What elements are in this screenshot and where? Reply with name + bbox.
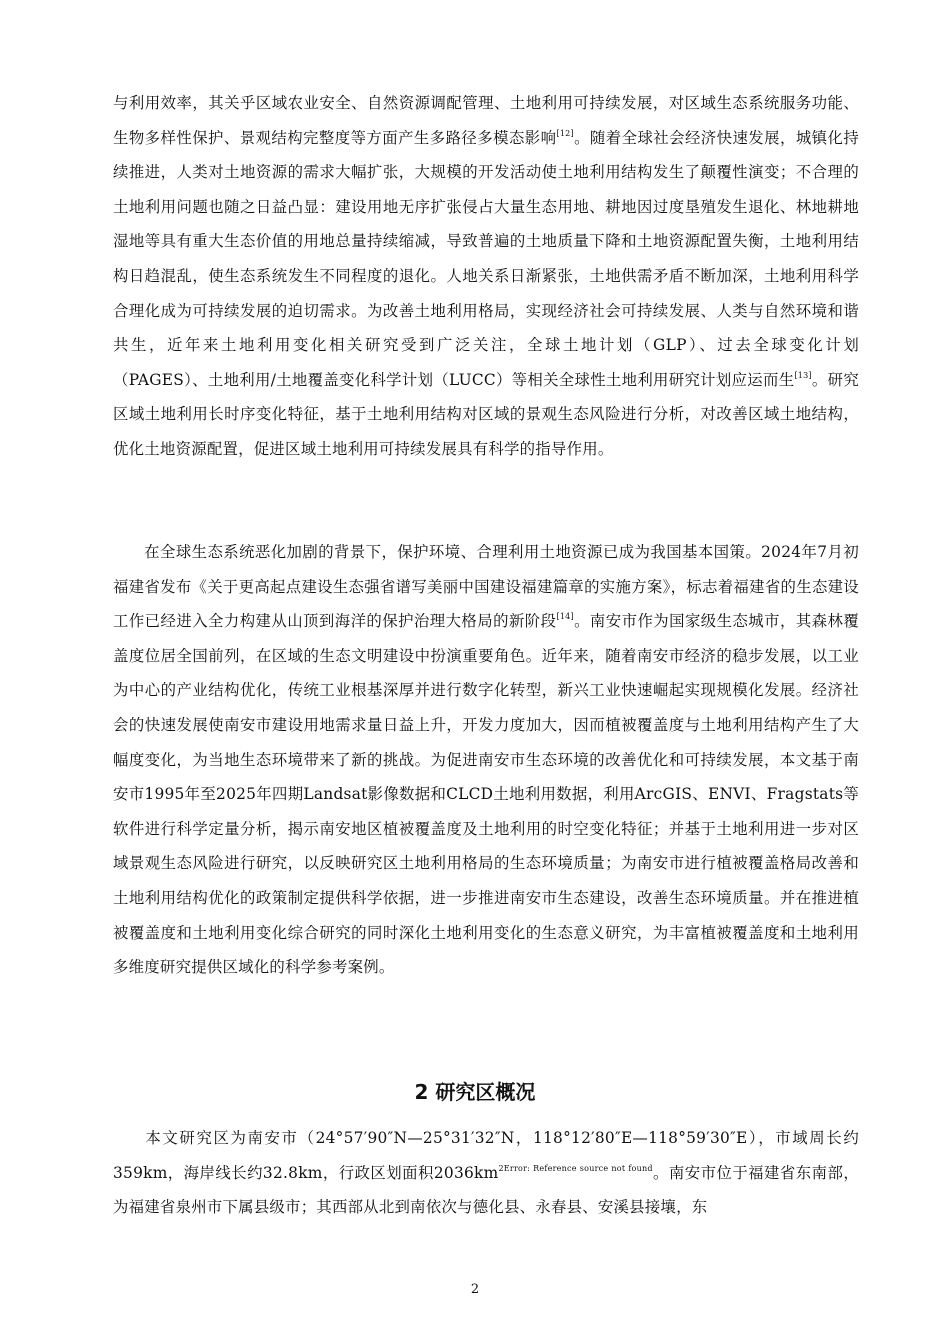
- paragraph-text: 本文研究区为南安市（24°57′90″N—25°31′32″N，118°12′80″E—118°59′30″E），市域周长约359km，海岸线长约32.8km，行政区划面积2036km: [113, 1129, 859, 1182]
- paragraph-text: 。研究区域土地利用长时序变化特征，基于土地利用结构对区域的景观生态风险进行分析，对改善区域土地结构，优化土地资源配置，促进区域土地利用可持续发展具有科学的指导作用。: [113, 370, 859, 458]
- page-number: 2: [470, 1282, 480, 1297]
- citation-marker[interactable]: [13]: [794, 370, 812, 380]
- body-paragraph-background: [113, 535, 859, 985]
- citation-marker[interactable]: [14]: [556, 612, 574, 622]
- superscript-reference-error: 2Error: Reference source not found: [498, 1163, 653, 1173]
- paragraph-text: 。南安市位于福建省东南部，为福建省泉州市下属县级市；其西部从北到南依次与德化县、永春县、安溪县接壤，东: [113, 1163, 859, 1217]
- citation-marker[interactable]: [12]: [556, 128, 574, 138]
- paragraph-text: 。南安市作为国家级生态城市，其森林覆盖度位居全国前列，在区域的生态文明建设中扮演重要角色。近年来，随着南安市经济的稳步发展，以工业为中心的产业结构优化，传统工业根基深厚并进行数字化转型，新兴工业快速崛起实现规模化发展。经济社会的快速发展使南安市建设用地需求量日益上升，开发力度加大，因而植被覆盖度与土地利用结构产生了大幅度变化，为当地生态环境带来了新的挑战。为促进南安市生态环境的改善优化和可持续发展，本文基于南安市1995年至2025年四期Landsat影像数据和CLCD土地利用数据，利用ArcGIS、ENVI、Fragstats等软件进行科学定量分析，揭示南安地区植被覆盖度及土地利用的时空变化特征；并基于土地利用进一步对区域景观生态风险进行研究，以反映研究区土地利用格局的生态环境质量；为南安市进行植被覆盖格局改善和土地利用结构优化的政策制定提供科学依据，进一步推进南安市生态建设，改善生态环境质量。并在推进植被覆盖度和土地利用变化综合研究的同时深化土地利用变化的生态意义研究，为丰富植被覆盖度和土地利用多维度研究提供区域化的科学参考案例。: [113, 612, 859, 977]
- body-paragraph-study-area: [113, 1121, 859, 1225]
- paragraph-text: 。随着全球社会经济快速发展，城镇化持续推进，人类对土地资源的需求大幅扩张，大规模的开发活动使土地利用结构发生了颠覆性演变；不合理的土地利用问题也随之日益凸显：建设用地无序扩张侵占大量生态用地、耕地因过度垦殖发生退化、林地耕地湿地等具有重大生态价值的用地总量持续缩减，导致普遍的土地质量下降和土地资源配置失衡，土地利用结构日趋混乱，使生态系统发生不同程度的退化。人地关系日渐紧张，土地供需矛盾不断加深，土地利用科学合理化成为可持续发展的迫切需求。为改善土地利用格局，实现经济社会可持续发展、人类与自然环境和谐共生，近年来土地利用变化相关研究受到广泛关注，全球土地计划（GLP）、过去全球变化计划（PAGES）、土地利用/土地覆盖变化科学计划（LUCC）等相关全球性土地利用研究计划应运而生: [113, 128, 859, 389]
- section-heading: 2 研究区概况: [414, 1080, 536, 1104]
- paragraph-text: 与利用效率，其关乎区域农业安全、自然资源调配管理、土地利用可持续发展，对区域生态系统服务功能、生物多样性保护、景观结构完整度等方面产生多路径多模态影响: [113, 94, 859, 147]
- body-paragraph-intro: [113, 86, 859, 467]
- paragraph-text: 在全球生态系统恶化加剧的背景下，保护环境、合理利用土地资源已成为我国基本国策。2024年7月初福建省发布《关于更高起点建设生态强省谱写美丽中国建设福建篇章的实施方案》，标志着福建省的生态建设工作已经进入全力构建从山顶到海洋的保护治理大格局的新阶段: [113, 543, 859, 631]
